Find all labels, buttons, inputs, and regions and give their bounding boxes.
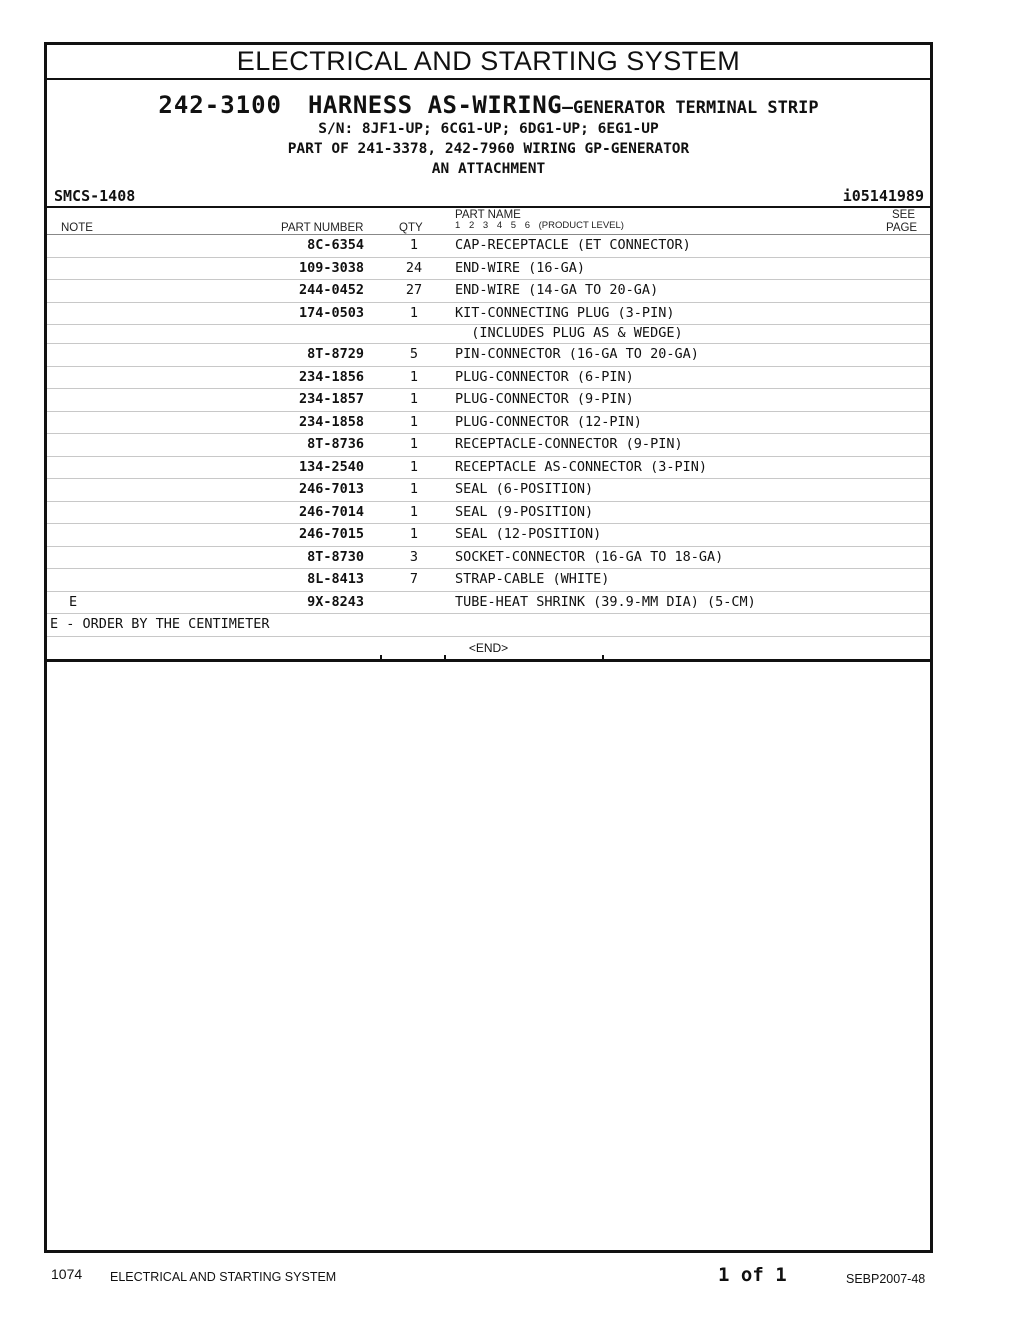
row-qty: 1 <box>409 368 419 385</box>
table-row <box>47 234 930 257</box>
header-divider <box>47 206 930 208</box>
row-description: PIN-CONNECTOR (16-GA TO 20-GA) <box>455 346 699 362</box>
heading-subtitle: GENERATOR TERMINAL STRIP <box>572 98 819 118</box>
col-see: SEE <box>892 209 916 221</box>
footer-page-of: 1 of 1 <box>718 1264 787 1286</box>
row-description: STRAP-CABLE (WHITE) <box>455 571 610 587</box>
attachment-label: AN ATTACHMENT <box>431 161 546 177</box>
col-part-name: PART NAME <box>455 209 521 221</box>
product-level-label: (PRODUCT LEVEL) <box>538 220 624 231</box>
row-description: PLUG-CONNECTOR (9-PIN) <box>455 391 634 407</box>
row-part-number: 246-7014 <box>298 503 364 520</box>
row-qty: 1 <box>409 503 419 520</box>
row-description: RECEPTACLE-CONNECTOR (9-PIN) <box>455 436 683 452</box>
row-part-number: 8T-8729 <box>307 346 364 362</box>
row-part-number: 8T-8736 <box>307 436 364 452</box>
table-row <box>47 257 930 280</box>
row-qty: 1 <box>409 526 419 542</box>
end-marker: <END> <box>468 640 509 655</box>
row-qty: 1 <box>409 391 419 407</box>
row-description: PLUG-CONNECTOR (6-PIN) <box>455 368 634 385</box>
row-description: (INCLUDES PLUG AS & WEDGE) <box>455 325 683 341</box>
level-1: 1 <box>455 220 461 231</box>
table-row <box>47 366 930 389</box>
row-qty: 1 <box>409 304 419 321</box>
table-row <box>47 591 930 614</box>
row-part-number: 174-0503 <box>298 304 364 321</box>
row-qty: 1 <box>409 436 419 452</box>
heading-part-number: 242-3100 <box>158 91 282 119</box>
row-description: END-WIRE (14-GA TO 20-GA) <box>455 282 659 298</box>
table-row <box>47 388 930 411</box>
part-heading <box>47 91 930 119</box>
applicability-block <box>47 119 930 179</box>
row-qty: 5 <box>409 346 419 362</box>
row-description: SEAL (12-POSITION) <box>455 526 602 542</box>
table-row <box>47 343 930 366</box>
table-bottom-rule <box>47 659 930 662</box>
row-description: END-WIRE (16-GA) <box>455 259 586 276</box>
row-part-number: 9X-8243 <box>307 593 364 610</box>
row-description: CAP-RECEPTACLE (ET CONNECTOR) <box>455 237 691 253</box>
row-part-number: 234-1857 <box>298 391 364 407</box>
level-6: 6 <box>524 220 530 231</box>
row-part-number: 234-1856 <box>298 368 364 385</box>
col-page: PAGE <box>886 222 918 234</box>
table-row <box>47 568 930 591</box>
footer-document-number: SEBP2007-48 <box>846 1272 926 1286</box>
row-qty: 1 <box>409 413 419 430</box>
row-qty: 1 <box>409 481 419 497</box>
heading-part-name: HARNESS AS-WIRING <box>307 91 563 119</box>
table-row <box>47 456 930 479</box>
row-description: SEAL (9-POSITION) <box>455 503 594 520</box>
heading-dash: – <box>562 97 573 118</box>
level-4: 4 <box>496 220 503 231</box>
row-qty: 3 <box>409 548 419 565</box>
table-row <box>47 279 930 302</box>
row-part-number: 234-1858 <box>298 413 364 430</box>
table-row <box>47 433 930 456</box>
row-part-number: 244-0452 <box>298 282 364 298</box>
end-row <box>47 636 930 659</box>
row-description: PLUG-CONNECTOR (12-PIN) <box>455 413 642 430</box>
table-row <box>47 478 930 501</box>
col-note: NOTE <box>61 222 93 234</box>
illustration-id: i05141989 <box>842 187 924 205</box>
row-note: E <box>69 593 78 610</box>
col-product-levels <box>455 220 624 231</box>
col-qty: QTY <box>399 222 423 234</box>
parts-list <box>47 234 930 659</box>
footer-page-number: 1074 <box>51 1266 83 1282</box>
level-2: 2 <box>468 220 475 231</box>
part-of: PART OF 241-3378, 242-7960 WIRING GP-GENERATOR <box>287 141 690 157</box>
row-qty: 1 <box>409 237 419 253</box>
row-qty: 27 <box>405 282 423 298</box>
level-5: 5 <box>510 220 517 231</box>
row-description: TUBE-HEAT SHRINK (39.9-MM DIA) (5-CM) <box>455 593 756 610</box>
section-title: ELECTRICAL AND STARTING SYSTEM <box>47 45 930 80</box>
row-description: SOCKET-CONNECTOR (16-GA TO 18-GA) <box>455 548 724 565</box>
table-row <box>47 546 930 569</box>
table-row <box>47 302 930 325</box>
page-frame <box>44 42 933 1253</box>
row-part-number: 134-2540 <box>298 458 364 475</box>
row-description: KIT-CONNECTING PLUG (3-PIN) <box>455 304 675 321</box>
serial-numbers: S/N: 8JF1-UP; 6CG1-UP; 6DG1-UP; 6EG1-UP <box>318 121 659 137</box>
row-description: SEAL (6-POSITION) <box>455 481 594 497</box>
row-qty: 1 <box>409 458 419 475</box>
row-qty: 24 <box>405 259 423 276</box>
row-part-number: 109-3038 <box>298 259 364 276</box>
table-row <box>47 523 930 546</box>
footnote-text: E - ORDER BY THE CENTIMETER <box>50 616 270 632</box>
table-row <box>47 501 930 524</box>
row-part-number: 246-7013 <box>298 481 364 497</box>
row-part-number: 8L-8413 <box>307 571 364 587</box>
footer-section: ELECTRICAL AND STARTING SYSTEM <box>110 1270 337 1284</box>
smcs-code: SMCS-1408 <box>54 187 136 205</box>
row-part-number: 8C-6354 <box>307 237 364 253</box>
col-part-number: PART NUMBER <box>281 222 364 234</box>
row-part-number: 246-7015 <box>298 526 364 542</box>
row-part-number: 8T-8730 <box>307 548 364 565</box>
table-row-continuation <box>47 324 930 343</box>
table-row <box>47 411 930 434</box>
row-qty: 7 <box>409 571 419 587</box>
row-description: RECEPTACLE AS-CONNECTOR (3-PIN) <box>455 458 707 475</box>
level-3: 3 <box>482 220 489 231</box>
footnote-row <box>47 613 930 636</box>
